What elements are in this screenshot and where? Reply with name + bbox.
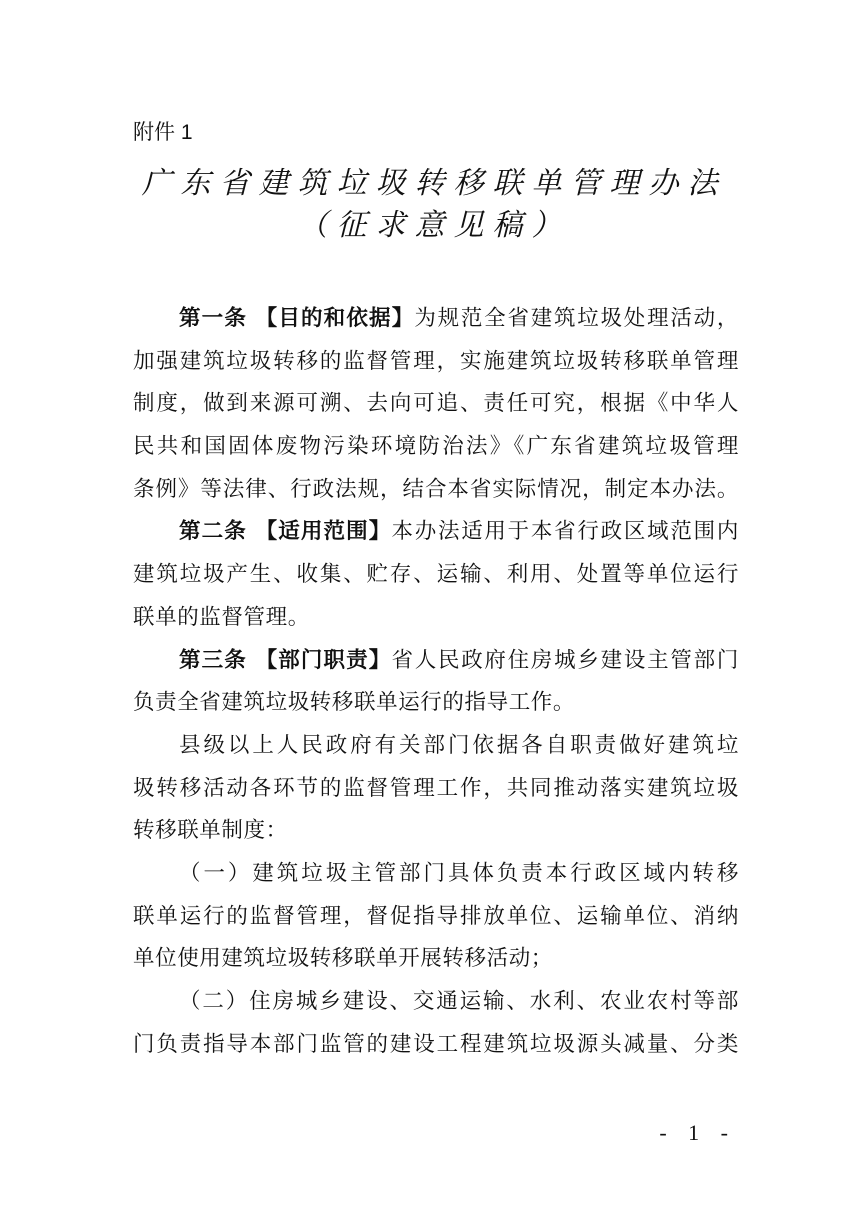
line-text: 条例》等法律、行政法规，结合本省实际情况，制定本办法。 (133, 476, 739, 502)
line-text: 负责全省建筑垃圾转移联单运行的指导工作。 (133, 690, 576, 716)
text-line (133, 426, 739, 469)
text-line (133, 768, 739, 811)
text-line (133, 383, 739, 426)
line-text: 制度，做到来源可溯、去向可追、责任可究，根据《中华人 (133, 391, 739, 417)
document-body (133, 298, 739, 1066)
document-title: 广东省建筑垃圾转移联单管理办法 (141, 166, 727, 201)
document-subtitle: （征求意见稿） (297, 208, 571, 243)
article-heading: 第一条 【目的和依据】 (179, 306, 415, 331)
article-heading: 第三条 【部门职责】 (179, 647, 392, 673)
text-line (133, 469, 739, 512)
attachment-label: 附件 1 (133, 121, 193, 144)
text-line (133, 298, 739, 341)
line-text: 建筑垃圾产生、收集、贮存、运输、利用、处置等单位运行 (133, 562, 739, 588)
text-line (133, 938, 739, 981)
text-line (133, 341, 739, 384)
text-line (133, 682, 739, 725)
line-text: 为规范全省建筑垃圾处理活动， (414, 306, 739, 331)
line-text: 加强建筑垃圾转移的监督管理，实施建筑垃圾转移联单管理 (133, 348, 739, 374)
line-text: 联单运行的监督管理，督促指导排放单位、运输单位、消纳 (133, 903, 739, 929)
text-line (133, 554, 739, 597)
text-line (133, 511, 739, 554)
page-number: - 1 - (659, 1120, 736, 1145)
line-text: 联单的监督管理。 (133, 604, 310, 630)
line-text: 圾转移活动各环节的监督管理工作，共同推动落实建筑垃圾 (133, 775, 739, 801)
line-text: 本办法适用于本省行政区域范围内 (391, 519, 739, 545)
line-text: 门负责指导本部门监管的建设工程建筑垃圾源头减量、分类 (133, 1031, 739, 1057)
line-text: （一）建筑垃圾主管部门具体负责本行政区域内转移 (179, 860, 739, 886)
text-line (133, 810, 739, 853)
text-line (133, 853, 739, 896)
line-text: 省人民政府住房城乡建设主管部门 (391, 647, 739, 673)
line-text: （二）住房城乡建设、交通运输、水利、农业农村等部 (179, 989, 739, 1014)
line-text: 县级以上人民政府有关部门依据各自职责做好建筑垃 (179, 732, 739, 758)
line-text: 民共和国固体废物污染环境防治法》《广东省建筑垃圾管理 (133, 434, 739, 460)
text-line (133, 896, 739, 939)
article-heading: 第二条 【适用范围】 (179, 519, 392, 545)
line-text: 单位使用建筑垃圾转移联单开展转移活动； (133, 946, 553, 972)
text-line (133, 981, 739, 1024)
text-line (133, 725, 739, 768)
line-text: 转移联单制度： (133, 818, 288, 844)
text-line (133, 1024, 739, 1067)
text-line (133, 597, 739, 640)
text-line (133, 640, 739, 683)
